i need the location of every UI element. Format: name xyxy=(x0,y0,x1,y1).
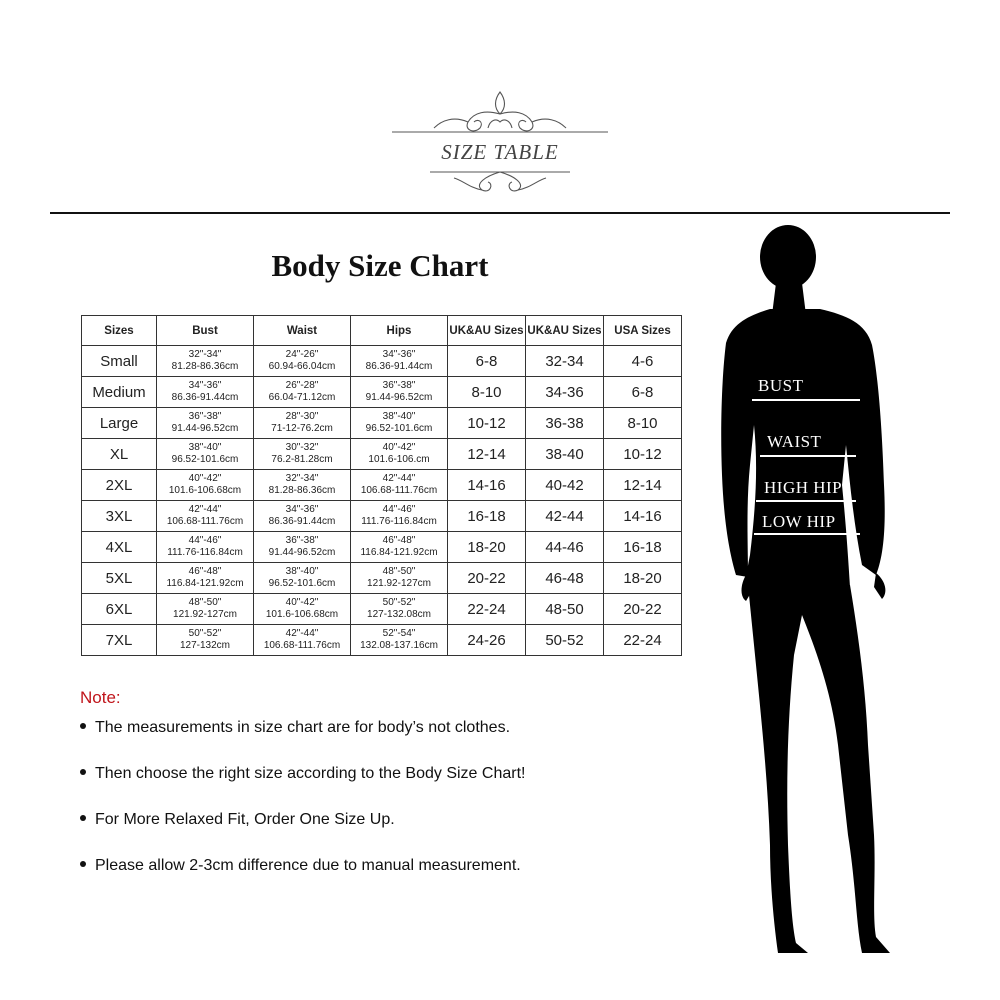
ukau-size-cell: 20-22 xyxy=(448,563,526,594)
waist-inches: 40"-42" xyxy=(285,597,319,608)
header-usa-sizes: USA Sizes xyxy=(604,316,682,346)
waist-inches: 38"-40" xyxy=(285,566,319,577)
usa-size-cell: 16-18 xyxy=(604,532,682,563)
hips-cell xyxy=(351,563,448,594)
waist-cm: 66.04-71.12cm xyxy=(268,392,336,403)
usa-size-cell: 18-20 xyxy=(604,563,682,594)
table-header-row xyxy=(82,316,682,346)
usa-size-cell: 10-12 xyxy=(604,439,682,470)
table-row xyxy=(82,408,682,439)
bullet-icon xyxy=(80,769,86,775)
waist-cell xyxy=(254,594,351,625)
ukau-size-cell-2: 42-44 xyxy=(526,501,604,532)
bust-cm: 106.68-111.76cm xyxy=(166,516,244,527)
waist-cm: 81.28-86.36cm xyxy=(268,485,336,496)
ukau-size-cell: 14-16 xyxy=(448,470,526,501)
ukau-size-cell: 6-8 xyxy=(448,346,526,377)
hips-cell xyxy=(351,408,448,439)
ukau-size-cell: 16-18 xyxy=(448,501,526,532)
high-hip-label: HIGH HIP xyxy=(764,478,843,497)
ukau-size-cell: 18-20 xyxy=(448,532,526,563)
table-row xyxy=(82,563,682,594)
waist-cell xyxy=(254,563,351,594)
size-cell: 3XL xyxy=(82,501,157,532)
waist-cm: 106.68-111.76cm xyxy=(263,640,341,651)
hips-cm: 132.08-137.16cm xyxy=(360,640,438,651)
waist-cm: 76.2-81.28cm xyxy=(271,454,333,465)
ukau-size-cell-2: 38-40 xyxy=(526,439,604,470)
bust-cm: 121.92-127cm xyxy=(173,609,237,620)
bullet-icon xyxy=(80,861,86,867)
size-cell: 6XL xyxy=(82,594,157,625)
ukau-size-cell-2: 48-50 xyxy=(526,594,604,625)
waist-inches: 26"-28" xyxy=(285,380,319,391)
hips-cm: 96.52-101.6cm xyxy=(365,423,433,434)
usa-size-cell: 20-22 xyxy=(604,594,682,625)
header-waist: Waist xyxy=(254,316,351,346)
bust-cell xyxy=(157,439,254,470)
bust-cell xyxy=(157,408,254,439)
hips-inches: 36"-38" xyxy=(382,380,416,391)
table-row xyxy=(82,501,682,532)
note-text: Please allow 2-3cm difference due to manual measurement. xyxy=(95,857,521,874)
hips-cell xyxy=(351,377,448,408)
bust-cm: 81.28-86.36cm xyxy=(171,361,239,372)
bullet-icon xyxy=(80,723,86,729)
header-hips: Hips xyxy=(351,316,448,346)
size-cell: Large xyxy=(82,408,157,439)
size-table xyxy=(81,315,682,656)
bullet-icon xyxy=(80,815,86,821)
hips-cm: 86.36-91.44cm xyxy=(365,361,433,372)
hips-inches: 48"-50" xyxy=(382,566,416,577)
ukau-size-cell: 24-26 xyxy=(448,625,526,656)
waist-inches: 30"-32" xyxy=(285,442,319,453)
size-cell: 7XL xyxy=(82,625,157,656)
bust-inches: 50"-52" xyxy=(188,628,222,639)
header-ukau-sizes: UK&AU Sizes xyxy=(448,316,526,346)
waist-cell xyxy=(254,625,351,656)
usa-size-cell: 4-6 xyxy=(604,346,682,377)
bust-inches: 44"-46" xyxy=(188,535,222,546)
hips-inches: 34"-36" xyxy=(382,349,416,360)
ukau-size-cell-2: 46-48 xyxy=(526,563,604,594)
bust-cm: 116.84-121.92cm xyxy=(166,578,244,589)
waist-inches: 36"-38" xyxy=(285,535,319,546)
bust-inches: 36"-38" xyxy=(188,411,222,422)
hips-cm: 116.84-121.92cm xyxy=(360,547,438,558)
size-cell: Medium xyxy=(82,377,157,408)
waist-cell xyxy=(254,470,351,501)
bust-cm: 96.52-101.6cm xyxy=(171,454,239,465)
hips-cm: 91.44-96.52cm xyxy=(365,392,433,403)
waist-cm: 60.94-66.04cm xyxy=(268,361,336,372)
size-cell: 2XL xyxy=(82,470,157,501)
waist-inches: 24"-26" xyxy=(285,349,319,360)
waist-cell xyxy=(254,532,351,563)
size-cell: Small xyxy=(82,346,157,377)
table-row xyxy=(82,470,682,501)
waist-cm: 96.52-101.6cm xyxy=(268,578,336,589)
waist-cm: 86.36-91.44cm xyxy=(268,516,336,527)
ukau-size-cell: 10-12 xyxy=(448,408,526,439)
hips-cell xyxy=(351,594,448,625)
chart-title: Body Size Chart xyxy=(271,248,489,283)
ukau-size-cell: 22-24 xyxy=(448,594,526,625)
hips-cm: 101.6-106.cm xyxy=(368,454,430,465)
usa-size-cell: 8-10 xyxy=(604,408,682,439)
note-title: Note: xyxy=(80,688,121,707)
bust-cm: 86.36-91.44cm xyxy=(171,392,239,403)
table-row xyxy=(82,377,682,408)
body-silhouette-icon xyxy=(690,225,940,955)
bust-inches: 38"-40" xyxy=(188,442,222,453)
bust-inches: 32"-34" xyxy=(188,349,222,360)
ukau-size-cell: 12-14 xyxy=(448,439,526,470)
waist-cell xyxy=(254,439,351,470)
ukau-size-cell-2: 36-38 xyxy=(526,408,604,439)
ukau-size-cell-2: 32-34 xyxy=(526,346,604,377)
low-hip-label: LOW HIP xyxy=(762,512,836,531)
ukau-size-cell: 8-10 xyxy=(448,377,526,408)
ukau-size-cell-2: 40-42 xyxy=(526,470,604,501)
bust-cell xyxy=(157,346,254,377)
bust-cell xyxy=(157,532,254,563)
hips-cell xyxy=(351,470,448,501)
waist-cell xyxy=(254,501,351,532)
note-list xyxy=(80,719,525,903)
bust-cm: 111.76-116.84cm xyxy=(167,547,243,558)
waist-label: WAIST xyxy=(767,432,822,451)
bust-inches: 40"-42" xyxy=(188,473,222,484)
waist-cm: 91.44-96.52cm xyxy=(268,547,336,558)
header-divider xyxy=(50,212,950,214)
bust-cell xyxy=(157,377,254,408)
bust-cell xyxy=(157,594,254,625)
hips-inches: 52"-54" xyxy=(382,628,416,639)
body-figure xyxy=(690,225,940,955)
header-bust: Bust xyxy=(157,316,254,346)
waist-cell xyxy=(254,346,351,377)
hips-cm: 106.68-111.76cm xyxy=(360,485,438,496)
waist-inches: 34"-36" xyxy=(285,504,319,515)
bust-cell xyxy=(157,470,254,501)
note-item xyxy=(80,857,525,903)
size-cell: 5XL xyxy=(82,563,157,594)
hips-cell xyxy=(351,501,448,532)
table-row xyxy=(82,594,682,625)
size-cell: 4XL xyxy=(82,532,157,563)
usa-size-cell: 12-14 xyxy=(604,470,682,501)
hips-inches: 38"-40" xyxy=(382,411,416,422)
bust-inches: 42"-44" xyxy=(188,504,222,515)
usa-size-cell: 14-16 xyxy=(604,501,682,532)
usa-size-cell: 22-24 xyxy=(604,625,682,656)
bust-cell xyxy=(157,563,254,594)
usa-size-cell: 6-8 xyxy=(604,377,682,408)
ukau-size-cell-2: 50-52 xyxy=(526,625,604,656)
hips-cell xyxy=(351,532,448,563)
waist-cm: 101.6-106.68cm xyxy=(265,609,339,620)
note-item xyxy=(80,719,525,765)
bust-cm: 127-132cm xyxy=(179,640,231,651)
note-text: The measurements in size chart are for body’s not clothes. xyxy=(95,719,511,736)
bust-cm: 91.44-96.52cm xyxy=(171,423,239,434)
bust-inches: 46"-48" xyxy=(188,566,222,577)
bust-cm: 101.6-106.68cm xyxy=(168,485,242,496)
header-ukau-sizes-2: UK&AU Sizes xyxy=(526,316,604,346)
hips-inches: 50"-52" xyxy=(382,597,416,608)
hips-cm: 121.92-127cm xyxy=(367,578,431,589)
ukau-size-cell-2: 34-36 xyxy=(526,377,604,408)
hips-inches: 44"-46" xyxy=(382,504,416,515)
hips-inches: 40"-42" xyxy=(382,442,416,453)
hips-inches: 46"-48" xyxy=(382,535,416,546)
table-row xyxy=(82,346,682,377)
waist-cell xyxy=(254,408,351,439)
table-row xyxy=(82,532,682,563)
hips-cell xyxy=(351,439,448,470)
waist-cell xyxy=(254,377,351,408)
ukau-size-cell-2: 44-46 xyxy=(526,532,604,563)
hips-cm: 127-132.08cm xyxy=(367,609,431,620)
table-row xyxy=(82,625,682,656)
bust-inches: 48"-50" xyxy=(188,597,222,608)
waist-inches: 32"-34" xyxy=(285,473,319,484)
table-row xyxy=(82,439,682,470)
bust-cell xyxy=(157,501,254,532)
waist-inches: 42"-44" xyxy=(285,628,319,639)
note-item xyxy=(80,765,525,811)
note-text: For More Relaxed Fit, Order One Size Up. xyxy=(95,811,395,828)
waist-inches: 28"-30" xyxy=(285,411,319,422)
header-sizes: Sizes xyxy=(82,316,157,346)
size-cell: XL xyxy=(82,439,157,470)
hips-inches: 42"-44" xyxy=(382,473,416,484)
bust-label: BUST xyxy=(758,376,804,395)
note-item xyxy=(80,811,525,857)
ornament-title: SIZE TABLE xyxy=(441,140,559,164)
hips-cell xyxy=(351,625,448,656)
hips-cm: 111.76-116.84cm xyxy=(361,516,437,527)
waist-cm: 71-12-76.2cm xyxy=(271,423,333,434)
hips-cell xyxy=(351,346,448,377)
bust-inches: 34"-36" xyxy=(188,380,222,391)
bust-cell xyxy=(157,625,254,656)
note-text: Then choose the right size according to the Body Size Chart! xyxy=(95,765,526,782)
